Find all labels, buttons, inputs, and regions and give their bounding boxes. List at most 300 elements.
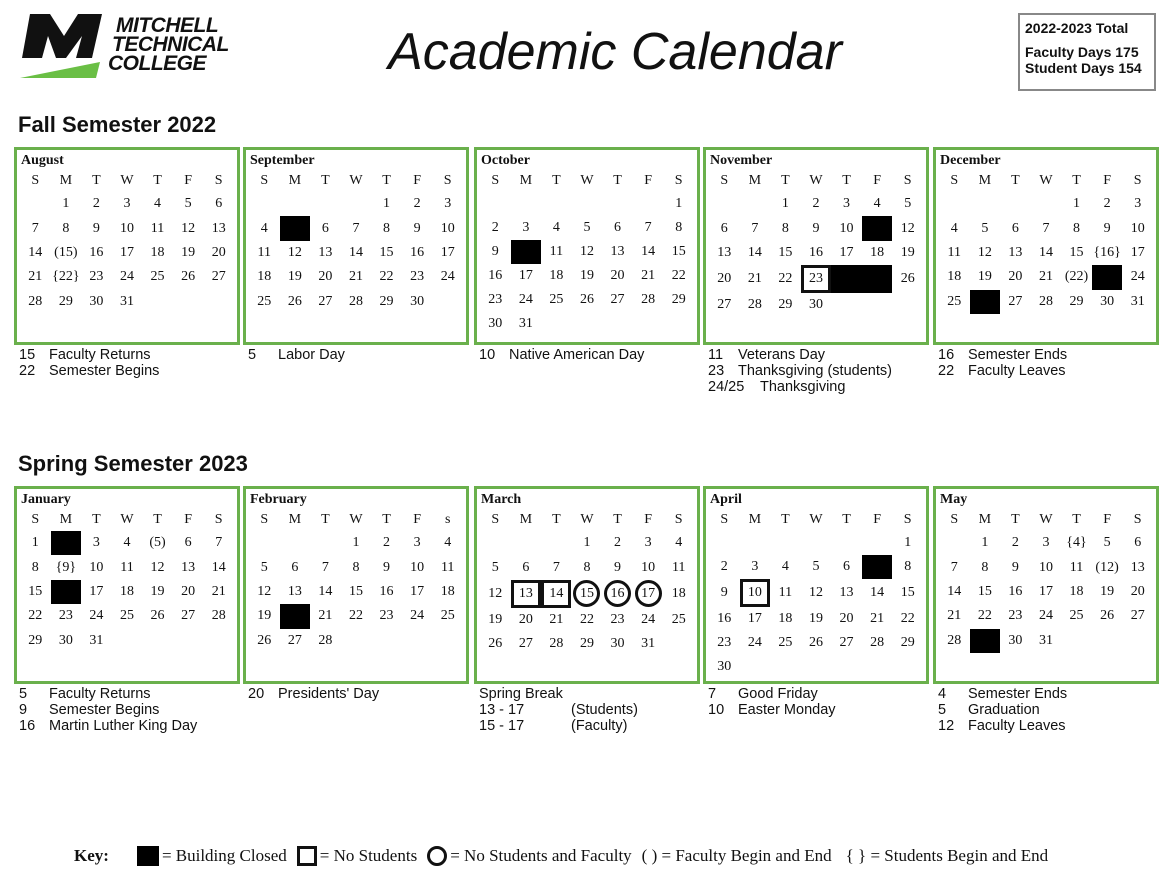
note-row — [938, 718, 1067, 734]
month-notes-april — [708, 686, 836, 718]
day-cell: 26 — [150, 608, 165, 624]
note-text: Semester Begins — [49, 363, 160, 379]
empty-cell — [432, 629, 463, 653]
note-date: 9 — [19, 702, 28, 718]
empty-cell — [310, 531, 341, 555]
day-cell: 14 — [348, 244, 363, 260]
day-cell: 3 — [522, 220, 530, 235]
day-cell: 8 — [383, 220, 391, 236]
day-cell: 2 — [92, 196, 100, 212]
note-text: Labor Day — [278, 347, 345, 363]
weekday-header: T — [382, 173, 391, 188]
empty-cell — [602, 312, 633, 336]
day-cell: 22 — [379, 269, 394, 285]
note-row — [19, 347, 159, 363]
month-name: March — [481, 492, 522, 507]
weekday-header: T — [1011, 512, 1020, 527]
day-cell: 21 — [747, 271, 762, 287]
weekday-header: M — [978, 512, 992, 527]
day-cell: 25 — [119, 608, 134, 624]
day-cell: 23 — [717, 635, 732, 650]
weekday-header: M — [519, 512, 533, 527]
no-students-swatch — [297, 846, 317, 866]
day-no-students-faculty: 15 — [573, 580, 600, 607]
day-cell: 13 — [839, 585, 854, 600]
day-cell: 7 — [552, 559, 560, 575]
empty-cell — [862, 655, 893, 679]
day-cell: 30 — [1100, 293, 1115, 309]
note-date: 7 — [708, 686, 717, 702]
day-cell: 23 — [379, 608, 394, 624]
day-cell: 26 — [181, 269, 196, 285]
note-date: 12 — [938, 718, 955, 734]
day-cell: 8 — [981, 559, 989, 575]
day-cell: 15 — [778, 244, 793, 260]
day-cell: 1 — [383, 196, 391, 212]
day-cell: 16 — [717, 611, 732, 626]
day-cell: 29 — [379, 293, 394, 309]
day-cell: 14 — [211, 559, 226, 575]
day-cell: 5 — [812, 559, 820, 574]
day-cell: 20 — [318, 269, 333, 285]
totals-heading: 2022-2023 Total — [1025, 20, 1129, 36]
weekday-header: T — [1072, 512, 1081, 527]
day-cell: 13 — [211, 220, 226, 236]
day-cell: 6 — [1134, 535, 1142, 551]
day-cell: 25 — [671, 611, 686, 627]
empty-cell — [740, 192, 771, 216]
day-cell: 30 — [808, 297, 823, 313]
empty-cell — [480, 192, 511, 216]
day-cell: 23 — [89, 269, 104, 285]
day-cell: 25 — [150, 269, 165, 285]
note-text: Faculty Leaves — [968, 718, 1066, 734]
month-name: September — [250, 153, 315, 168]
legend-label: Key: — [74, 846, 109, 865]
month-name: November — [710, 153, 773, 168]
day-cell: 19 — [181, 244, 196, 260]
month-name: August — [21, 153, 64, 168]
day-cell: 27 — [318, 293, 333, 309]
empty-cell — [173, 629, 204, 653]
day-cell: 21 — [348, 269, 363, 285]
day-cell: 8 — [675, 220, 683, 235]
weekday-header: T — [552, 173, 561, 188]
legend-faculty-paren: ( ) = Faculty Begin and End — [641, 846, 832, 865]
note-date: 22 — [938, 363, 955, 379]
weekday-header: F — [644, 173, 652, 188]
empty-cell — [740, 531, 771, 555]
day-cell: 22 — [348, 608, 363, 624]
day-cell-building-closed: 10 — [511, 240, 542, 264]
day-cell: 17 — [410, 583, 425, 599]
building-closed-swatch — [137, 846, 159, 866]
legend-students-brace: { } = Students Begin and End — [845, 846, 1049, 865]
day-cell: 24 — [1038, 608, 1053, 624]
day-cell: 7 — [950, 559, 958, 575]
day-cell: 5 — [1103, 535, 1111, 551]
note-row — [938, 686, 1067, 702]
empty-cell — [1061, 629, 1092, 653]
day-cell: 14 — [1038, 244, 1053, 260]
empty-cell — [572, 312, 603, 336]
weekday-header: M — [288, 173, 302, 188]
empty-cell — [602, 192, 633, 216]
empty-cell — [112, 629, 143, 653]
weekday-header: S — [491, 512, 500, 527]
day-cell: 2 — [1103, 196, 1111, 212]
day-cell: 24 — [1130, 269, 1145, 285]
month-april — [703, 486, 929, 684]
day-cell: 28 — [870, 635, 885, 650]
day-cell: 5 — [184, 196, 192, 212]
note-date: 10 — [479, 347, 496, 363]
empty-cell — [709, 192, 740, 216]
month-january — [14, 486, 240, 684]
day-cell: 24 — [641, 611, 656, 627]
day-cell: 8 — [781, 220, 789, 236]
day-cell: 1 — [781, 196, 789, 212]
day-cell: 28 — [641, 292, 656, 307]
day-cell: 31 — [89, 632, 104, 648]
day-cell: 10 — [641, 559, 656, 575]
day-cell: 24 — [440, 269, 455, 285]
day-cell: 10 — [119, 220, 134, 236]
empty-cell — [831, 531, 862, 555]
day-cell: 6 — [1011, 220, 1019, 236]
day-cell: 17 — [440, 244, 455, 260]
weekday-header: T — [613, 512, 622, 527]
day-cell: 29 — [1069, 293, 1084, 309]
day-cell: 15 — [379, 244, 394, 260]
note-text: Graduation — [968, 702, 1040, 718]
day-cell — [602, 580, 633, 608]
day-cell: 12 — [977, 244, 992, 260]
day-cell: 26 — [900, 271, 915, 287]
day-cell: 11 — [549, 244, 564, 259]
day-cell-building-closed: 23 — [1092, 265, 1123, 289]
day-cell: 21 — [318, 608, 333, 624]
weekday-header: W — [809, 173, 823, 188]
page-title: Academic Calendar — [388, 23, 842, 81]
day-cell: 29 — [778, 297, 793, 313]
day-cell: 16 — [89, 244, 104, 260]
weekday-header: T — [781, 173, 790, 188]
note-row — [19, 363, 159, 379]
day-cell: 7 — [352, 220, 360, 236]
empty-cell — [801, 655, 832, 679]
weekday-header: W — [1039, 512, 1053, 527]
note-text: Good Friday — [738, 686, 818, 702]
weekday-header: T — [153, 173, 162, 188]
day-no-students: 23 — [801, 265, 831, 293]
weekday-header: F — [1103, 173, 1111, 188]
day-cell: 28 — [747, 297, 762, 313]
empty-cell — [341, 192, 372, 216]
day-cell: 15 — [900, 585, 915, 600]
day-cell — [572, 580, 603, 608]
empty-cell — [831, 655, 862, 679]
day-cell: 3 — [843, 196, 851, 212]
empty-cell — [310, 192, 341, 216]
day-cell: 7 — [31, 220, 39, 236]
day-cell: 6 — [843, 559, 851, 574]
day-cell: 8 — [583, 559, 591, 575]
day-cell-building-closed: 25 — [862, 265, 893, 293]
day-cell: 6 — [522, 559, 530, 575]
weekday-header: W — [120, 173, 134, 188]
day-cell: 21 — [870, 611, 885, 626]
day-cell: 13 — [717, 244, 732, 260]
day-cell: 14 — [318, 583, 333, 599]
empty-cell — [770, 531, 801, 555]
day-cell: 27 — [717, 297, 732, 313]
day-cell: 18 — [1069, 583, 1084, 599]
day-cell: 12 — [488, 585, 503, 601]
day-cell: 18 — [671, 585, 686, 601]
day-cell: {22} — [52, 269, 80, 285]
day-cell: 18 — [119, 583, 134, 599]
day-cell — [633, 580, 664, 608]
weekday-header: F — [1103, 512, 1111, 527]
weekday-header: T — [382, 512, 391, 527]
weekday-header: S — [903, 173, 912, 188]
empty-cell — [432, 290, 463, 314]
weekday-header: F — [644, 512, 652, 527]
no-students-faculty-swatch — [427, 846, 447, 866]
day-cell: 11 — [120, 559, 134, 575]
day-cell: 6 — [720, 220, 728, 236]
day-cell: 9 — [92, 220, 100, 236]
day-no-students: 10 — [740, 579, 770, 607]
day-cell: 17 — [518, 268, 533, 283]
empty-cell — [541, 531, 572, 555]
weekday-header: S — [674, 173, 683, 188]
day-cell: 13 — [181, 559, 196, 575]
day-cell: 2 — [720, 559, 728, 574]
note-date: 4 — [938, 686, 947, 702]
day-cell: 10 — [1130, 220, 1145, 236]
day-cell: 29 — [579, 636, 594, 652]
month-notes-january — [19, 686, 197, 734]
weekday-header: W — [349, 173, 363, 188]
empty-cell — [892, 655, 923, 679]
day-cell: 10 — [410, 559, 425, 575]
note-text: Semester Ends — [968, 347, 1068, 363]
day-cell: 2 — [1011, 535, 1019, 551]
day-cell: 24 — [410, 608, 425, 624]
empty-cell — [1031, 192, 1062, 216]
day-cell: 18 — [150, 244, 165, 260]
day-cell: 4 — [154, 196, 162, 212]
day-cell: 1 — [62, 196, 70, 212]
day-cell: 26 — [808, 635, 823, 650]
month-notes-december — [938, 347, 1067, 379]
day-cell: 12 — [150, 559, 165, 575]
day-cell: 18 — [870, 244, 885, 260]
day-cell: 27 — [181, 608, 196, 624]
empty-cell — [20, 192, 51, 216]
day-cell-building-closed: 16 — [51, 580, 82, 604]
note-date: 16 — [19, 718, 36, 734]
day-cell: 11 — [1069, 559, 1084, 575]
day-cell: 27 — [1130, 608, 1145, 624]
weekday-header: T — [1011, 173, 1020, 188]
day-cell: 6 — [215, 196, 223, 212]
month-february — [243, 486, 469, 684]
day-cell: 10 — [1038, 559, 1053, 575]
day-cell: 30 — [488, 316, 503, 331]
note-text: Thanksgiving — [760, 379, 846, 395]
fall-semester-title: Fall Semester 2022 — [18, 112, 217, 137]
day-cell: 29 — [58, 293, 73, 309]
day-cell — [511, 580, 542, 608]
day-cell: 27 — [518, 636, 533, 652]
day-cell-building-closed: 20 — [280, 604, 311, 628]
day-cell: 7 — [751, 220, 759, 236]
day-cell: 7 — [644, 220, 652, 235]
day-cell: 14 — [747, 244, 762, 260]
weekday-header: W — [580, 173, 594, 188]
day-cell: 5 — [904, 196, 912, 212]
month-name: May — [940, 492, 968, 507]
month-notes-may — [938, 686, 1067, 734]
weekday-header: S — [1133, 512, 1142, 527]
day-cell: 18 — [947, 269, 962, 285]
weekday-header: S — [214, 173, 223, 188]
day-cell: 22 — [579, 611, 594, 627]
day-cell: {9} — [55, 559, 77, 575]
empty-cell — [770, 655, 801, 679]
day-cell: 11 — [257, 244, 272, 260]
weekday-header: T — [842, 173, 851, 188]
day-cell: 20 — [181, 583, 196, 599]
day-cell: 8 — [31, 559, 39, 575]
note-text: Presidents' Day — [278, 686, 380, 702]
day-cell: 22 — [900, 611, 915, 626]
day-cell: 4 — [873, 196, 881, 212]
day-cell: 19 — [287, 269, 302, 285]
faculty-days: Faculty Days 175 — [1025, 44, 1139, 60]
day-cell: 16 — [410, 244, 425, 260]
empty-cell — [633, 312, 664, 336]
empty-cell — [1000, 192, 1031, 216]
month-notes-february — [248, 686, 379, 702]
month-name: April — [710, 492, 742, 507]
day-no-students-faculty: 16 — [604, 580, 631, 607]
note-row — [938, 347, 1067, 363]
weekday-header: S — [674, 512, 683, 527]
day-cell: 31 — [518, 316, 533, 331]
day-cell: 19 — [1100, 583, 1115, 599]
day-cell: 30 — [89, 293, 104, 309]
day-cell: 13 — [1130, 559, 1145, 575]
note-row — [708, 702, 836, 718]
day-cell: 14 — [947, 583, 962, 599]
empty-cell — [371, 629, 402, 653]
day-cell: 5 — [260, 559, 268, 575]
day-cell: 22 — [671, 268, 686, 283]
note-date: 15 — [19, 347, 36, 363]
day-cell: 5 — [491, 559, 499, 575]
day-cell: 7 — [321, 559, 329, 575]
weekday-header: S — [720, 512, 729, 527]
day-cell-building-closed: 24 — [831, 265, 862, 293]
note-date: 15 - 17 — [479, 718, 525, 734]
note-row — [708, 686, 836, 702]
weekday-header: T — [781, 512, 790, 527]
day-cell: 12 — [257, 583, 272, 599]
day-cell: 4 — [552, 220, 560, 235]
note-text: Native American Day — [509, 347, 645, 363]
empty-cell — [709, 531, 740, 555]
day-cell: 18 — [549, 268, 564, 283]
day-cell: 25 — [778, 635, 793, 650]
notes-heading: Spring Break — [479, 686, 563, 702]
note-text: Faculty Returns — [49, 686, 151, 702]
legend-no-students-faculty: = No Students and Faculty — [450, 846, 632, 865]
empty-cell — [1122, 629, 1153, 653]
empty-cell — [541, 312, 572, 336]
empty-cell — [970, 192, 1001, 216]
empty-cell — [402, 629, 433, 653]
note-date: 24/25 — [708, 379, 745, 395]
day-cell: 6 — [184, 535, 192, 551]
weekday-header: T — [1072, 173, 1081, 188]
month-name: October — [481, 153, 530, 168]
day-cell-building-closed: 29 — [970, 629, 1001, 653]
weekday-header: M — [978, 173, 992, 188]
day-cell: 21 — [641, 268, 656, 283]
day-cell: 27 — [839, 635, 854, 650]
day-cell: 8 — [352, 559, 360, 575]
weekday-header: T — [321, 512, 330, 527]
day-cell: 16 — [808, 244, 823, 260]
day-cell: 20 — [1008, 269, 1023, 285]
day-cell: 21 — [28, 269, 43, 285]
day-cell: 3 — [644, 535, 652, 551]
note-text: (Students) — [571, 702, 638, 718]
weekday-header: W — [349, 512, 363, 527]
day-cell: 13 — [1008, 244, 1023, 260]
day-cell: 5 — [981, 220, 989, 236]
day-cell: 25 — [947, 293, 962, 309]
day-cell: 4 — [123, 535, 131, 551]
note-date: 5 — [248, 347, 257, 363]
day-cell: 23 — [610, 611, 625, 627]
day-cell: 3 — [413, 535, 421, 551]
day-cell: 30 — [58, 632, 73, 648]
weekday-header: W — [580, 512, 594, 527]
day-cell: 11 — [947, 244, 962, 260]
day-cell: 20 — [1130, 583, 1145, 599]
logo-line-1: MITCHELL — [116, 14, 219, 37]
day-cell — [801, 265, 832, 293]
weekday-header: S — [950, 512, 959, 527]
day-cell: (5) — [149, 535, 166, 551]
day-cell: 2 — [413, 196, 421, 212]
day-cell: 27 — [1008, 293, 1023, 309]
day-cell: 2 — [383, 535, 391, 551]
totals-box — [1018, 13, 1156, 91]
day-cell: 26 — [287, 293, 302, 309]
day-cell: 9 — [383, 559, 391, 575]
weekday-header: M — [748, 512, 762, 527]
day-cell: 12 — [900, 220, 915, 236]
day-cell: 4 — [950, 220, 958, 236]
month-december — [933, 147, 1159, 345]
day-cell: 18 — [440, 583, 455, 599]
